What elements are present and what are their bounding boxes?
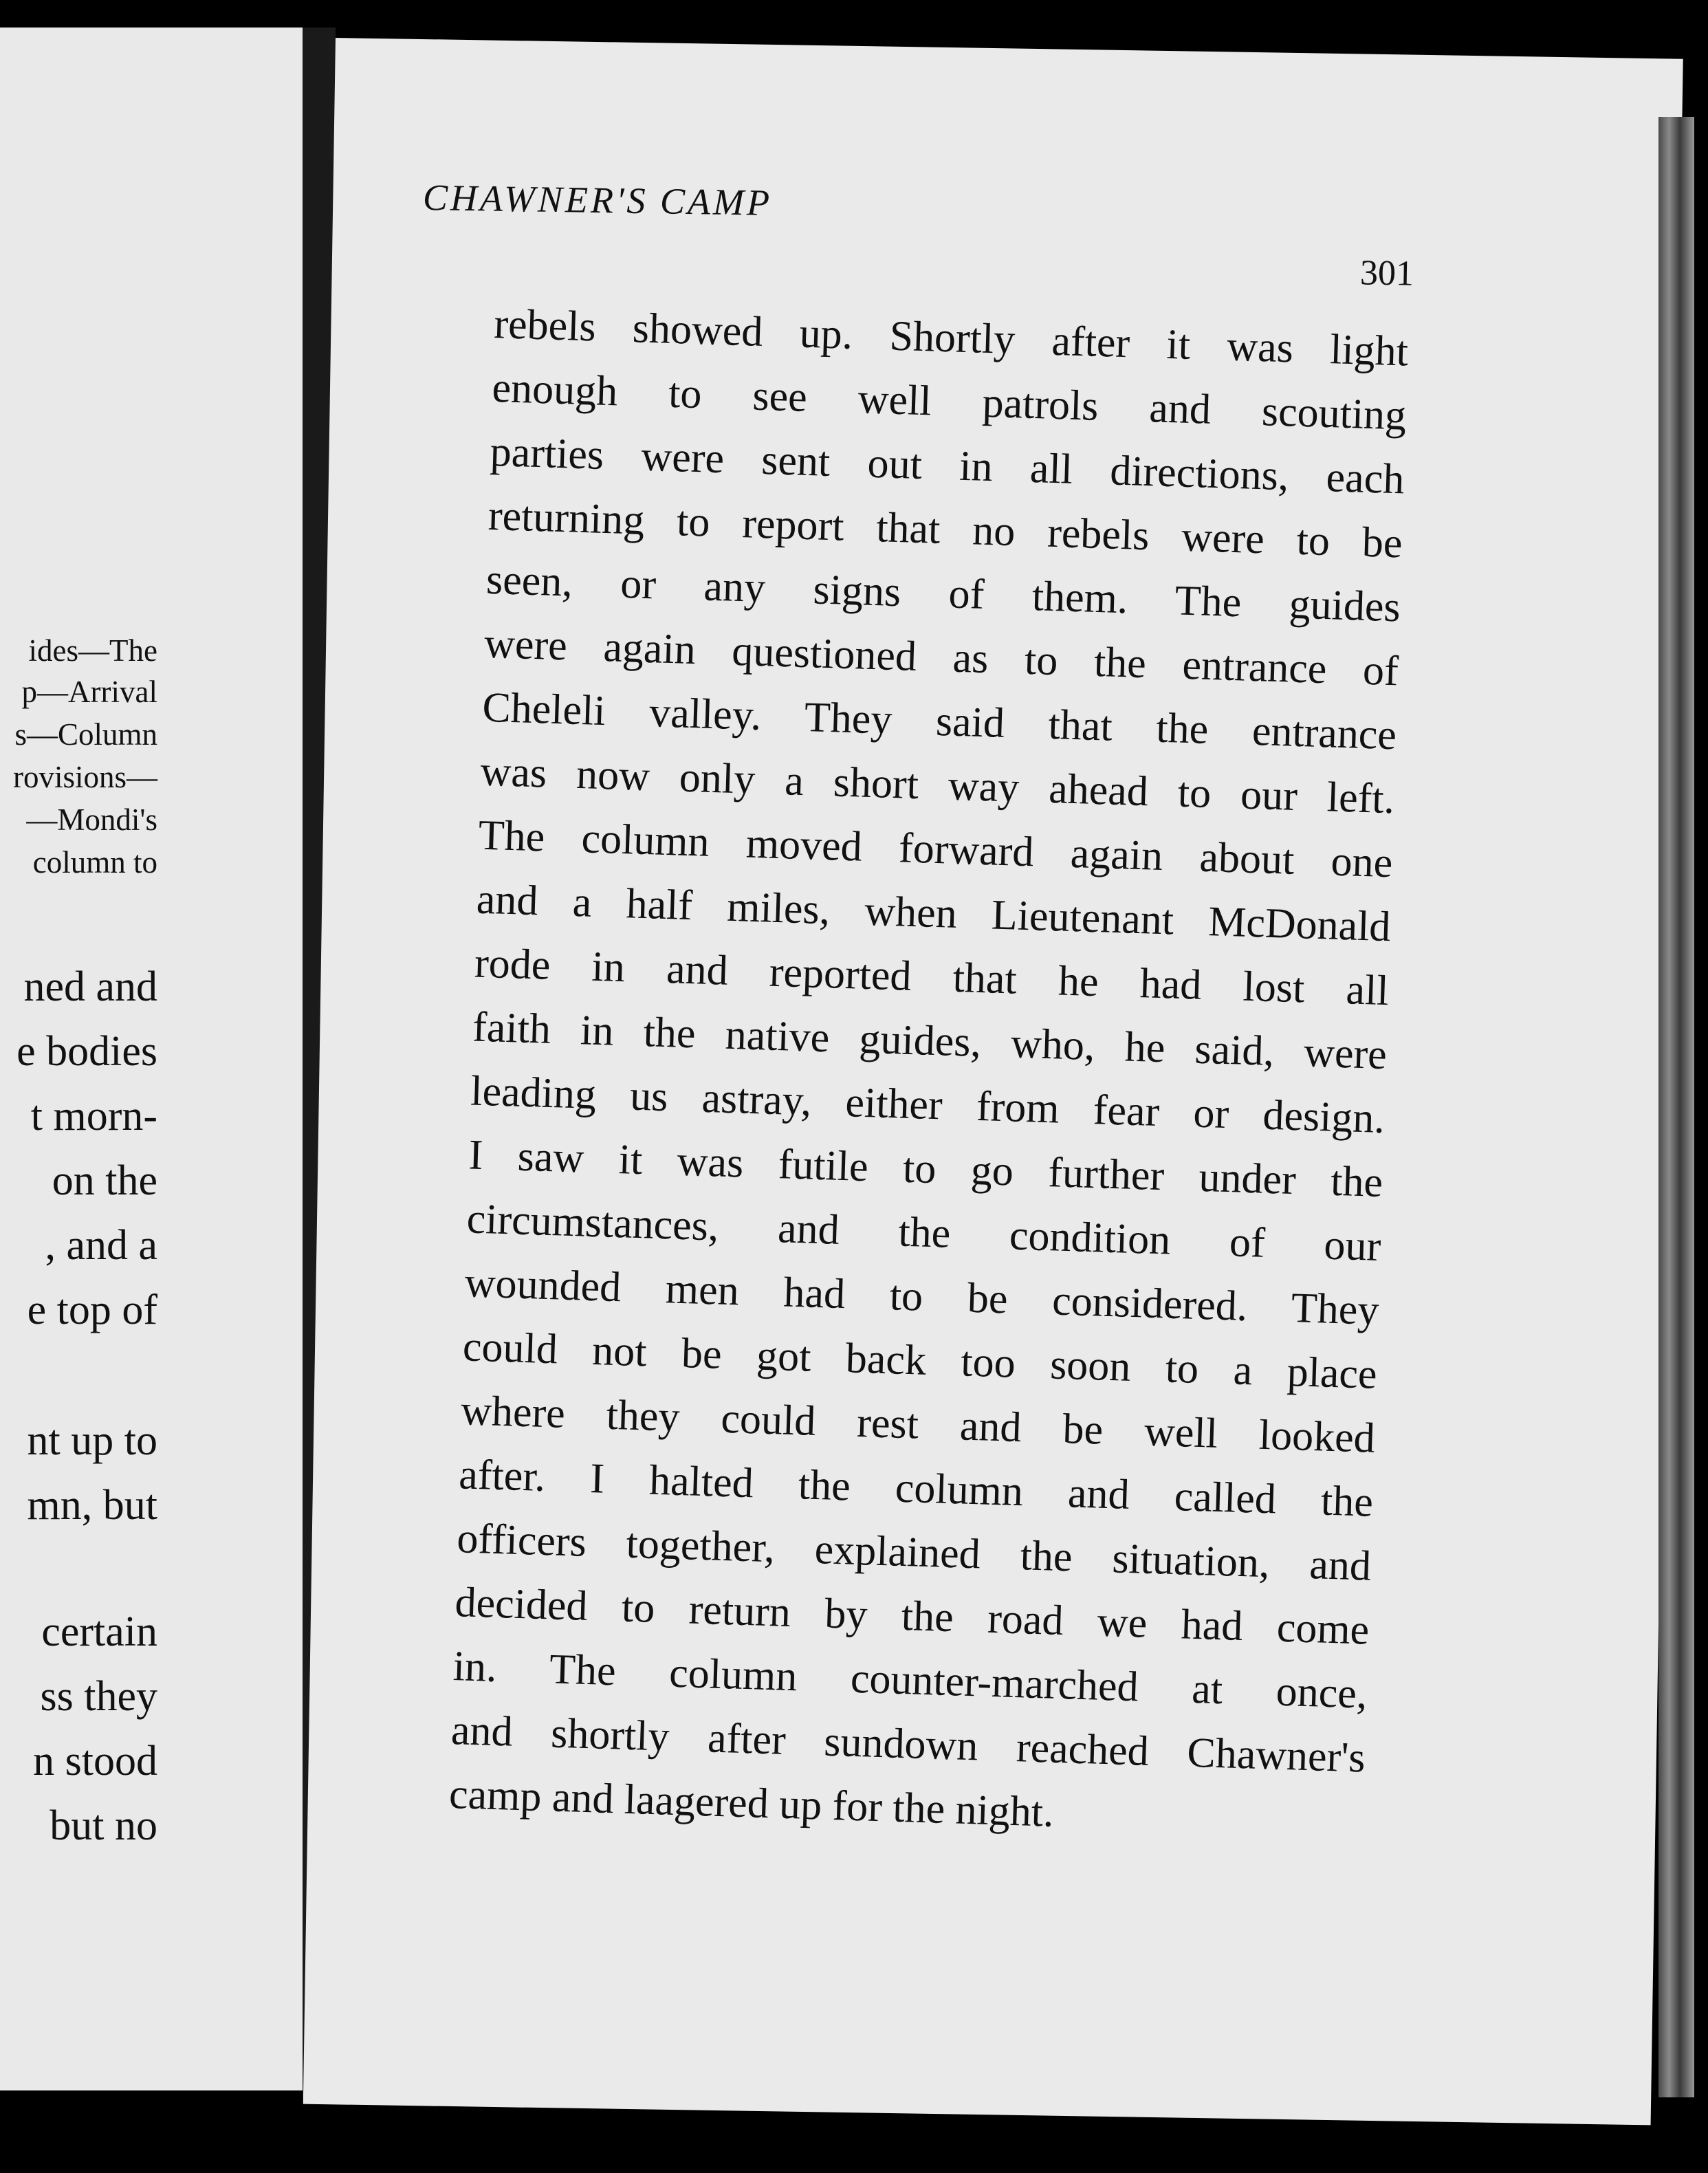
left-body-line: , and a	[45, 1222, 157, 1269]
text-line: seen, or any signs of them. The guides	[485, 556, 1401, 631]
left-summary-line: s—Column	[14, 717, 157, 752]
text-line: rode in and reported that he had lost all	[474, 939, 1390, 1015]
text-line: wounded men had to be considered. They	[463, 1259, 1380, 1334]
text-line: after. I halted the column and called the	[458, 1451, 1374, 1526]
text-line: camp and laagered up for the night.	[448, 1770, 1055, 1836]
text-line: could not be got back too soon to a place	[462, 1323, 1378, 1398]
text-line: decided to return by the road we had come	[454, 1579, 1370, 1654]
page-number: 301	[1359, 253, 1414, 294]
text-line: were again questioned as to the entrance of	[483, 620, 1399, 695]
text-line: leading us astray, either from fear or design.	[470, 1067, 1386, 1143]
left-summary-line: p—Arrival	[21, 675, 157, 709]
text-line: officers together, explained the situation, and	[456, 1515, 1372, 1590]
left-body-line: e top of	[27, 1287, 157, 1333]
text-line: Cheleli valley. They said that the entrance	[481, 684, 1397, 759]
left-body-line: n stood	[33, 1738, 157, 1784]
body-text	[448, 292, 1410, 1855]
text-line: faith in the native guides, who, he said, were	[472, 1003, 1388, 1079]
left-summary-line: rovisions—	[12, 760, 157, 794]
text-line: parties were sent out in all directions, each	[489, 428, 1405, 503]
page-edge	[1658, 117, 1694, 2097]
left-summary-line: ides—The	[28, 633, 157, 668]
left-body-line: nt up to	[27, 1417, 157, 1464]
left-body-line: t morn-	[30, 1093, 157, 1139]
left-body-line: mn, but	[27, 1482, 157, 1529]
left-body-line: e bodies	[17, 1028, 157, 1075]
left-body-line: on the	[52, 1157, 157, 1204]
left-body-line: but no	[50, 1802, 157, 1849]
text-line: I saw it was futile to go further under the	[468, 1131, 1384, 1207]
text-line: and a half miles, when Lieutenant McDonald	[475, 875, 1392, 951]
text-line: was now only a short way ahead to our left.	[479, 747, 1396, 823]
left-body-line: ned and	[23, 963, 157, 1010]
text-line: returning to report that no rebels were to be	[488, 492, 1403, 567]
text-line: and shortly after sundown reached Chawner's	[450, 1707, 1366, 1782]
left-summary-line: —Mondi's	[26, 802, 157, 837]
left-body-line: certain	[41, 1608, 157, 1655]
text-line: in. The column counter-marched at once,	[452, 1643, 1368, 1718]
running-head: CHAWNER'S CAMP	[422, 177, 773, 223]
text-line: where they could rest and be well looked	[460, 1387, 1376, 1462]
text-line: enough to see well patrols and scouting	[491, 364, 1408, 439]
text-line: The column moved forward again about one	[477, 811, 1394, 887]
left-summary-line: column to	[32, 845, 157, 880]
text-line: circumstances, and the condition of our	[466, 1195, 1382, 1270]
left-body-line: ss they	[40, 1673, 157, 1720]
text-line: rebels showed up. Shortly after it was light	[493, 300, 1410, 375]
